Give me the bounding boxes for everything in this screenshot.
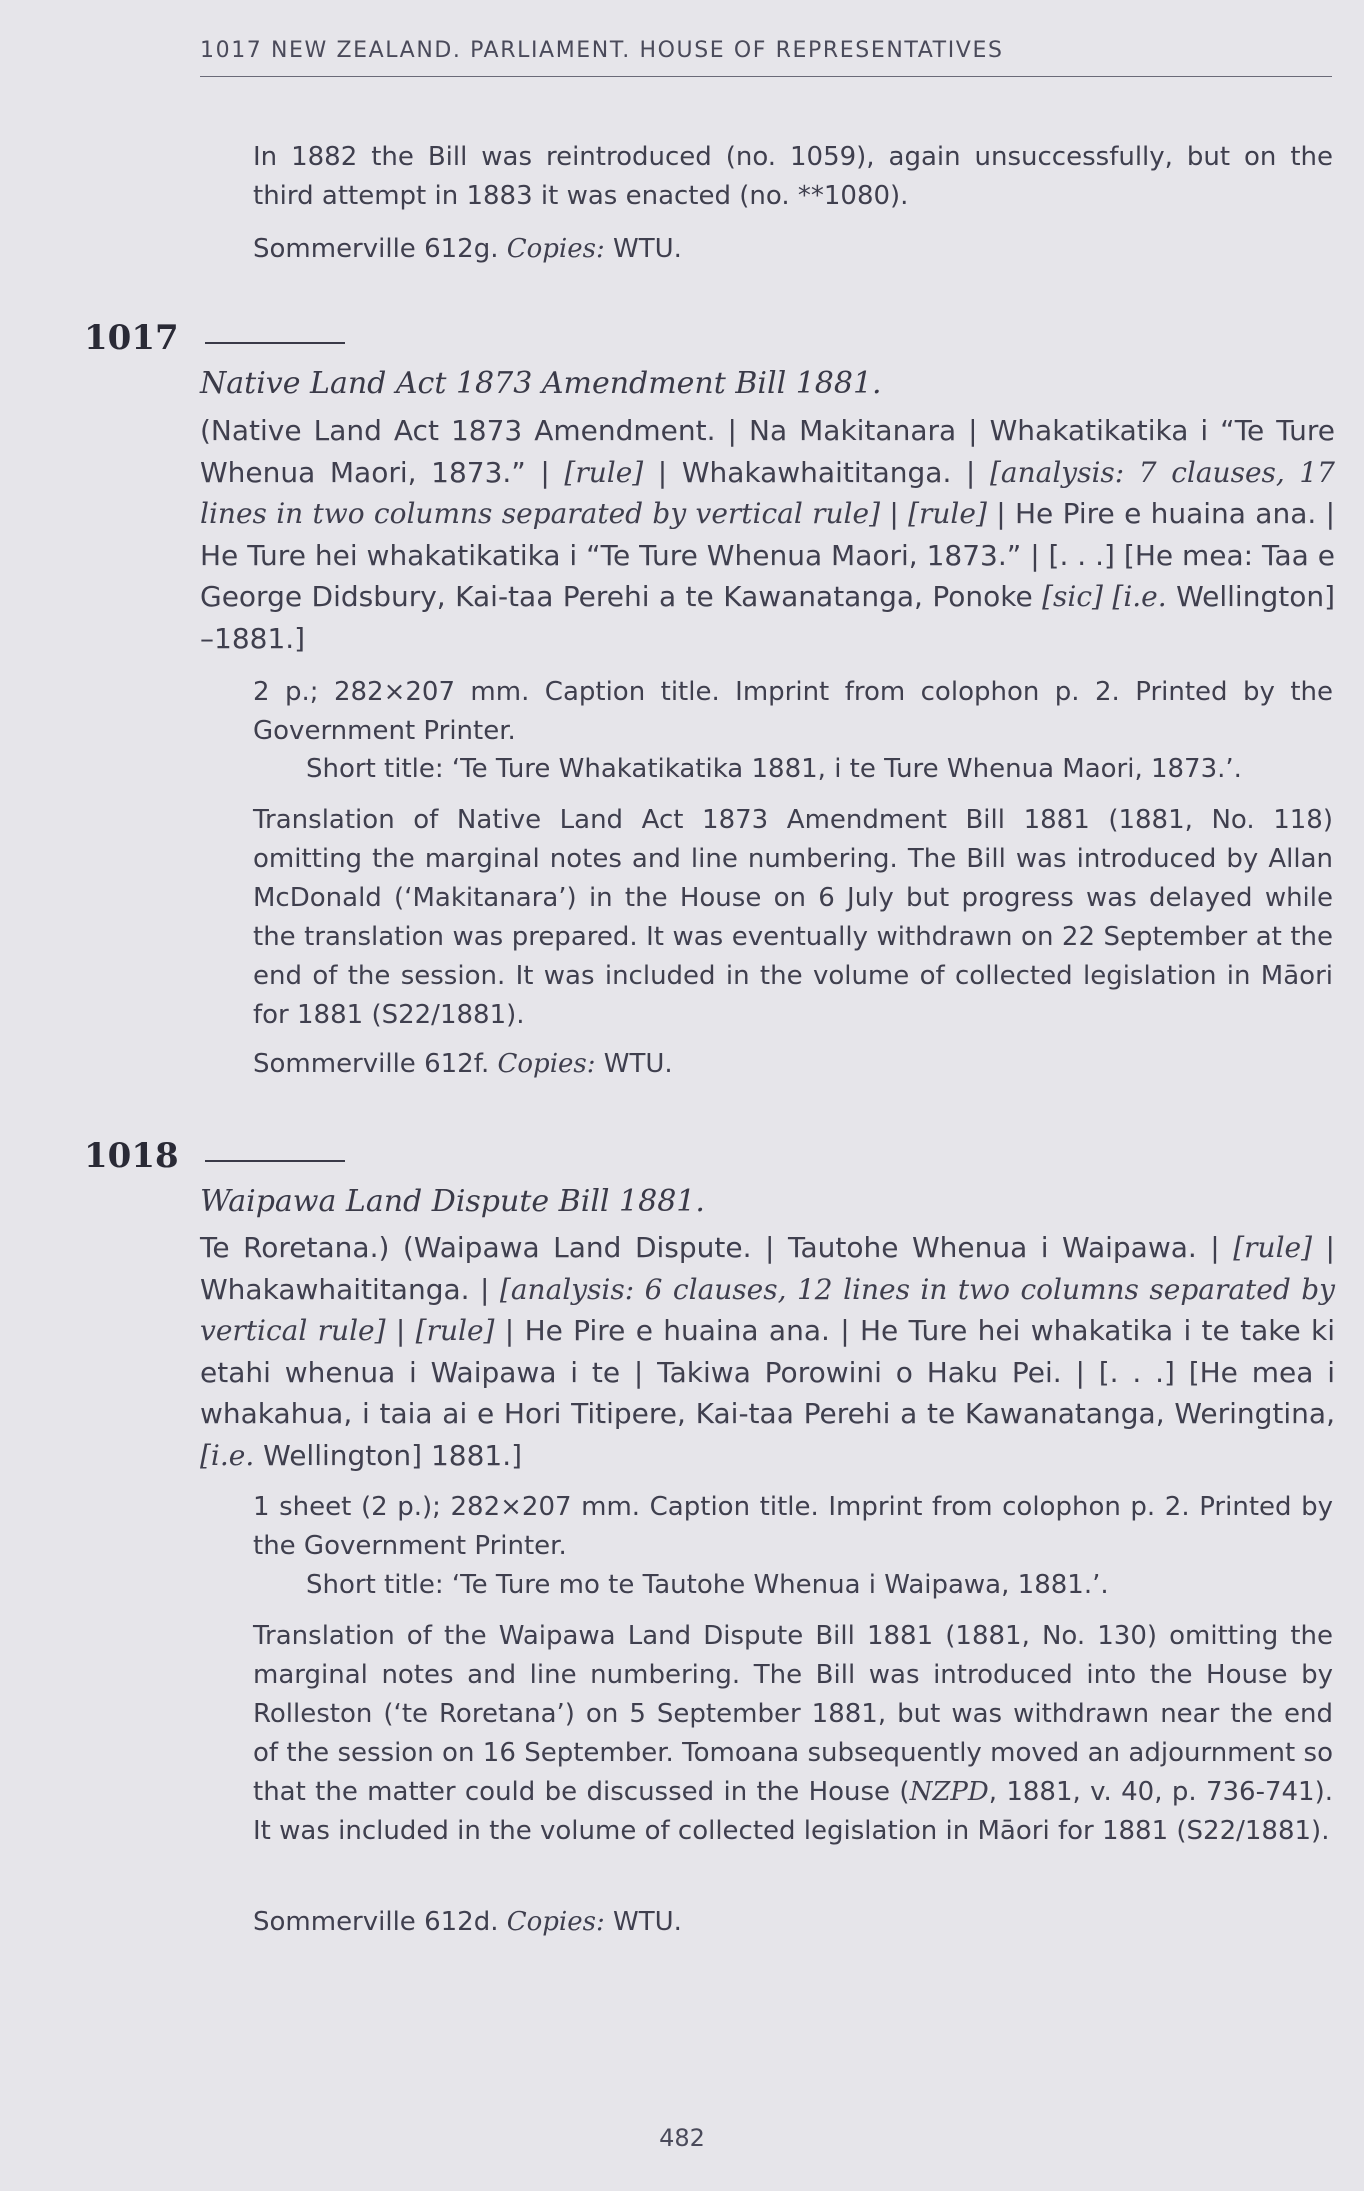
desc-part: Wellington] –1881.] <box>200 580 1335 655</box>
short-title-1017: Short title: ‘Te Ture Whakatikatika 1881, i te Ture Whenua Maori, 1873.’. <box>306 754 1242 784</box>
entry-description-1018 <box>200 1227 1335 1476</box>
reference-1017 <box>253 1045 1333 1084</box>
desc-analysis: [analysis: 6 clauses, 12 lines in two columns separated by vertical rule] <box>200 1272 1336 1347</box>
desc-part: Te Roretana.) (Waipawa Land Dispute. | Tautohe Whenua i Waipawa. | <box>200 1231 1234 1264</box>
reference-1018 <box>253 1903 1333 1942</box>
copies-label-1018: Copies: <box>506 1907 605 1937</box>
intro-ref: Sommerville 612g. <box>253 234 499 264</box>
desc-part: | He Pire e huaina ana. | He Ture hei whakatikatika i “Te Ture Whenua Maori, 1873.” | [. . .] [He mea: Taa e George Didsbury, Kai-taa Perehi a te Kawanatanga, Ponoke <box>200 497 1336 613</box>
intro-copies: WTU. <box>613 234 682 264</box>
entry-title-1018: Waipawa Land Dispute Bill 1881. <box>200 1184 705 1219</box>
desc-analysis: [analysis: 7 clauses, 17 lines in two columns separated by vertical rule] <box>200 455 1335 530</box>
desc-rule: [rule] <box>564 455 644 489</box>
desc-part: | <box>385 1314 416 1347</box>
desc-ie: [i.e. <box>200 1438 255 1472</box>
intro-paragraph: In 1882 the Bill was reintroduced (no. 1059), again unsuccessfully, but on the third attempt in 1883 it was enacted (no. **1080). <box>253 142 1333 211</box>
entry-dash <box>205 1160 345 1162</box>
desc-part: | He Pire e huaina ana. | He Ture hei whakatika i te take ki etahi whenua i Waipawa i te | Takiwa Porowini o Haku Pei. | [. . .] [He mea i whakahua, i taia ai e Hori Titipere, Kai-taa Perehi a te Kawanatanga, Weringtina, <box>200 1314 1336 1430</box>
head-rule <box>200 76 1332 77</box>
collation-1018: 1 sheet (2 p.); 282×207 mm. Caption title. Imprint from colophon p. 2. Printed by the Government Printer. <box>253 1492 1333 1561</box>
copies-1017: WTU. <box>603 1049 673 1079</box>
desc-rule: [rule] <box>415 1314 495 1347</box>
desc-part: (Native Land Act 1873 Amendment. | Na Makitanara | Whakatikatika i “Te Ture Whenua Maori, 1873.” | <box>200 414 1335 489</box>
running-head: 1017 NEW ZEALAND. PARLIAMENT. HOUSE OF REPRESENTATIVES <box>200 38 1004 63</box>
note-1017: Translation of Native Land Act 1873 Amendment Bill 1881 (1881, No. 118) omitting the marginal notes and line numbering. The Bill was introduced by Allan McDonald (‘Makitanara’) in the House on 6 July but progress was delayed while the translation was prepared. It was eventually withdrawn on 22 September at the end of the session. It was included in the volume of collected legislation in Māori for 1881 (S22/1881). <box>253 805 1333 1030</box>
note-1018 <box>253 1617 1333 1851</box>
note-part: Translation of the Waipawa Land Dispute Bill 1881 (1881, No. 130) omitting the marginal notes and line numbering. The Bill was introduced into the House by Rolleston (‘te Roretana’) on 5 September 1881, but was withdrawn near the end of the session on 16 September. Tomoana subsequently moved an adjournment so that the matter could be discussed in the House ( <box>253 1621 1333 1807</box>
desc-part: | Whakawhaititanga. | <box>200 1231 1335 1306</box>
entry-number-1017: 1017 <box>84 318 179 358</box>
entry-number-1018: 1018 <box>84 1136 179 1176</box>
entry-title-1017: Native Land Act 1873 Amendment Bill 1881. <box>200 366 882 401</box>
entry-dash <box>205 342 345 344</box>
short-title-1018: Short title: ‘Te Ture mo te Tautohe Whenua i Waipawa, 1881.’. <box>306 1570 1109 1600</box>
ref-1017: Sommerville 612f. <box>253 1049 490 1079</box>
desc-part <box>1103 580 1112 613</box>
desc-part: | <box>880 497 909 530</box>
desc-part: Wellington] 1881.] <box>254 1438 523 1472</box>
desc-ie: [i.e. <box>1112 580 1167 613</box>
copies-1018: WTU. <box>613 1907 682 1937</box>
entry-description-1017 <box>200 410 1335 659</box>
note-part: , 1881, v. 40, p. 736-741). It was included in the volume of collected legislation in Māori for 1881 (S22/1881). <box>253 1777 1333 1846</box>
copies-label-1017: Copies: <box>497 1049 596 1079</box>
ref-1018: Sommerville 612d. <box>253 1907 499 1937</box>
note-nzpd: NZPD <box>909 1777 989 1807</box>
collation-1017: 2 p.; 282×207 mm. Caption title. Imprint from colophon p. 2. Printed by the Government Printer. <box>253 677 1333 746</box>
desc-part: | Whakawhaititanga. | <box>643 455 990 489</box>
desc-rule: [rule] <box>908 497 987 530</box>
page-number: 482 <box>659 2124 705 2152</box>
intro-reference <box>253 230 1333 269</box>
intro-copies-label: Copies: <box>506 234 605 264</box>
desc-rule: [rule] <box>1233 1231 1313 1264</box>
desc-sic: [sic] <box>1042 580 1103 613</box>
